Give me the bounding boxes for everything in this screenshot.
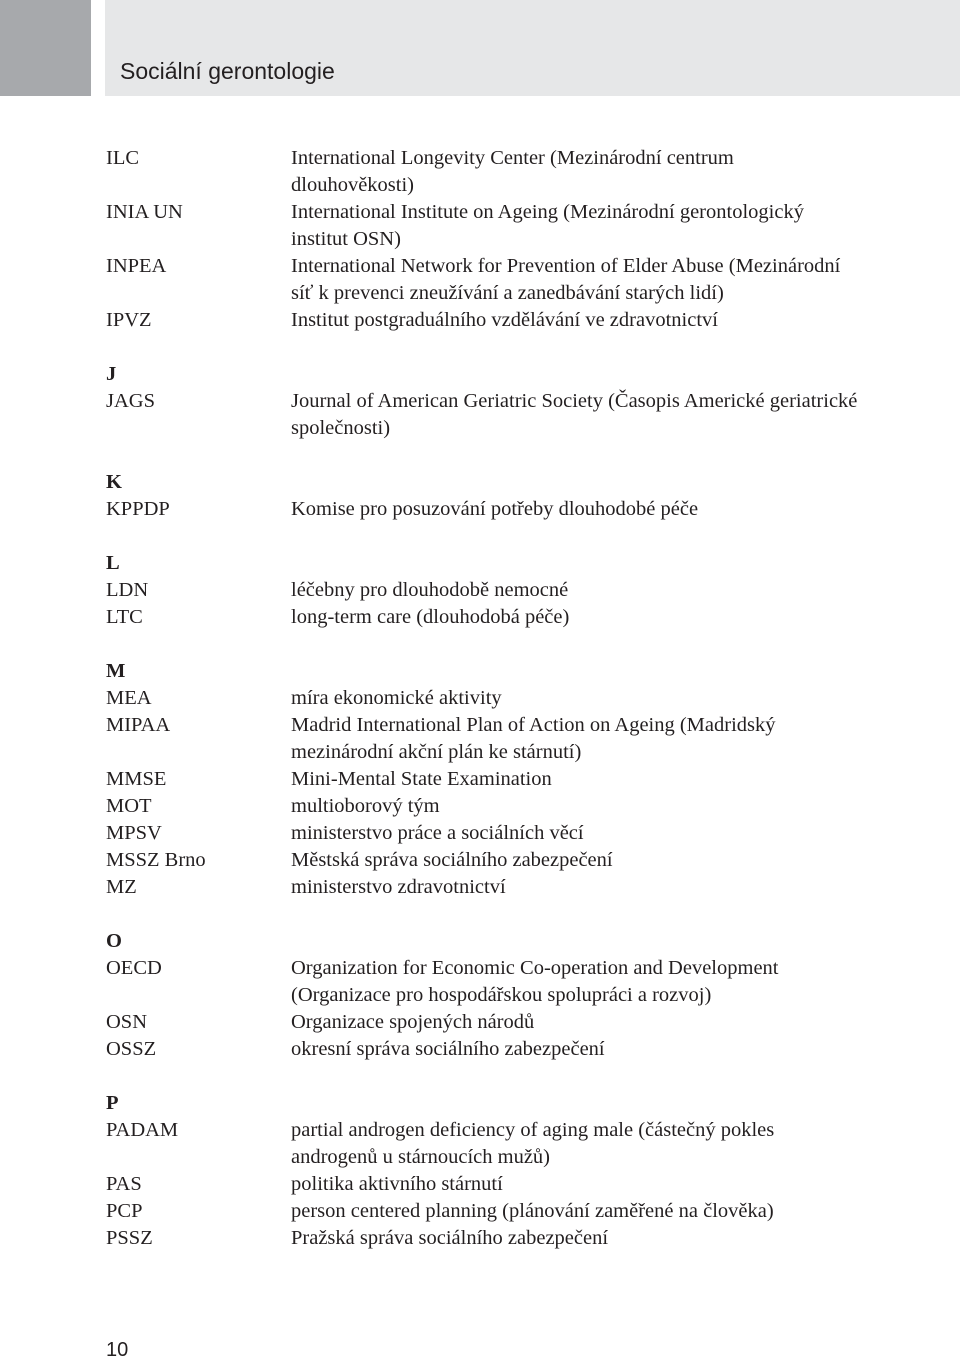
abbreviation: MSSZ Brno <box>106 849 206 871</box>
section <box>0 928 960 1063</box>
definition: multioborový tým <box>291 795 440 817</box>
section <box>0 550 960 631</box>
abbreviation: MIPAA <box>106 714 171 736</box>
abbreviation: PSSZ <box>106 1227 153 1249</box>
abbreviation: MOT <box>106 795 152 817</box>
abbreviation: PCP <box>106 1200 143 1222</box>
definition: Mini-Mental State Examination <box>291 768 552 790</box>
section <box>0 361 960 442</box>
list-item <box>0 685 960 712</box>
list-item <box>0 307 960 334</box>
abbreviation: OSSZ <box>106 1038 157 1060</box>
list-item <box>0 1036 960 1063</box>
definition: Městská správa sociálního zabezpečení <box>291 849 613 871</box>
list-item <box>0 1198 960 1225</box>
section <box>0 1090 960 1252</box>
list-item <box>0 199 960 253</box>
definition: partial androgen deficiency of aging male (částečný pokles androgenů u stárnoucích mužů) <box>291 1119 775 1168</box>
section-letter: J <box>106 363 117 385</box>
abbreviation: LDN <box>106 579 149 601</box>
section-letter: M <box>106 660 126 682</box>
list-item <box>0 1171 960 1198</box>
list-item <box>0 496 960 523</box>
abbreviation: OECD <box>106 957 162 979</box>
definition: Pražská správa sociálního zabezpečení <box>291 1227 609 1249</box>
list-item <box>0 604 960 631</box>
abbreviation: IPVZ <box>106 309 152 331</box>
definition: ministerstvo práce a sociálních věcí <box>291 822 584 844</box>
definition: míra ekonomické aktivity <box>291 687 502 709</box>
definition: léčebny pro dlouhodobě nemocné <box>291 579 569 601</box>
list-item <box>0 1117 960 1171</box>
list-item <box>0 793 960 820</box>
abbreviation-list <box>0 145 960 1252</box>
abbreviation: INIA UN <box>106 201 183 223</box>
list-item <box>0 145 960 199</box>
definition: Madrid International Plan of Action on Ageing (Madridský mezinárodní akční plán ke stárnutí) <box>291 714 776 763</box>
list-item <box>0 253 960 307</box>
definition: International Network for Prevention of Elder Abuse (Mezinárodní síť k prevenci zneužívání a zanedbávání starých lidí) <box>291 255 841 304</box>
definition: Komise pro posuzování potřeby dlouhodobé péče <box>291 498 699 520</box>
list-item <box>0 1009 960 1036</box>
abbreviation: JAGS <box>106 390 155 412</box>
definition: person centered planning (plánování zaměřené na člověka) <box>291 1200 774 1222</box>
definition: politika aktivního stárnutí <box>291 1173 503 1195</box>
section <box>0 658 960 901</box>
abbreviation: INPEA <box>106 255 167 277</box>
definition: International Longevity Center (Mezinárodní centrum dlouhověkosti) <box>291 147 734 196</box>
definition: long-term care (dlouhodobá péče) <box>291 606 570 628</box>
list-item <box>0 766 960 793</box>
list-item <box>0 1225 960 1252</box>
definition: Organizace spojených národů <box>291 1011 535 1033</box>
list-item <box>0 955 960 1009</box>
section <box>0 145 960 334</box>
list-item <box>0 577 960 604</box>
chapter-tab <box>0 0 91 96</box>
abbreviation: MEA <box>106 687 152 709</box>
section-letter: K <box>106 471 122 493</box>
list-item <box>0 712 960 766</box>
running-head-title: Sociální gerontologie <box>120 58 335 84</box>
definition: International Institute on Ageing (Mezinárodní gerontologický institut OSN) <box>291 201 804 250</box>
abbreviation: MZ <box>106 876 137 898</box>
list-item <box>0 847 960 874</box>
section-letter: P <box>106 1092 119 1114</box>
abbreviation: ILC <box>106 147 140 169</box>
abbreviation: KPPDP <box>106 498 170 520</box>
section <box>0 469 960 523</box>
abbreviation: MPSV <box>106 822 162 844</box>
list-item <box>0 388 960 442</box>
abbreviation: MMSE <box>106 768 167 790</box>
definition: okresní správa sociálního zabezpečení <box>291 1038 605 1060</box>
section-letter: L <box>106 552 120 574</box>
definition: Organization for Economic Co-operation and Development (Organizace pro hospodářskou spolupráci a rozvoj) <box>291 957 779 1006</box>
abbreviation: PAS <box>106 1173 142 1195</box>
abbreviation: LTC <box>106 606 143 628</box>
definition: ministerstvo zdravotnictví <box>291 876 506 898</box>
list-item <box>0 874 960 901</box>
abbreviation: PADAM <box>106 1119 179 1141</box>
definition: Journal of American Geriatric Society (Časopis Americké geriatrické společnosti) <box>291 390 858 439</box>
definition: Institut postgraduálního vzdělávání ve zdravotnictví <box>291 309 718 331</box>
section-letter: O <box>106 930 122 952</box>
abbreviation: OSN <box>106 1011 148 1033</box>
list-item <box>0 820 960 847</box>
page-number: 10 <box>106 1339 129 1361</box>
